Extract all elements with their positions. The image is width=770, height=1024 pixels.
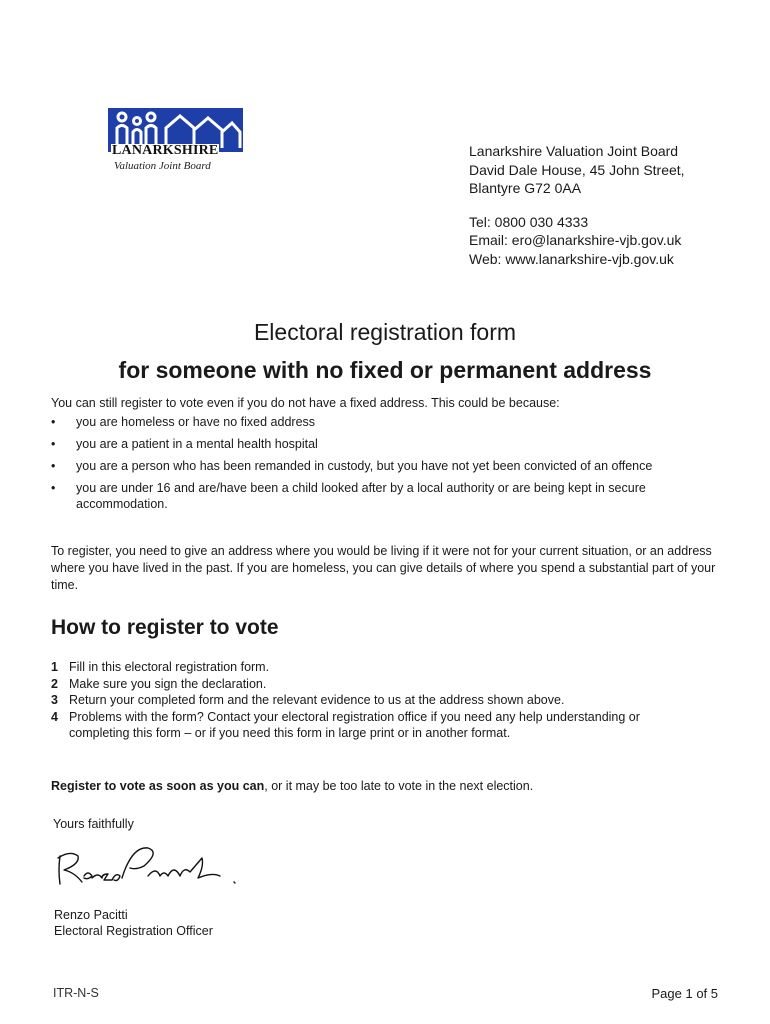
- list-item: • you are a person who has been remanded in custody, but you have not yet been convicted of an offence: [51, 459, 653, 473]
- handwritten-signature: [52, 836, 242, 896]
- organisation-logo: [108, 108, 243, 174]
- list-item: 3 Return your completed form and the relevant evidence to us at the address shown above.: [51, 693, 565, 707]
- list-item: • you are under 16 and are/have been a child looked after by a local authority or are being kept in secure accommodation.: [51, 481, 646, 511]
- page-title: Electoral registration form: [253, 319, 517, 345]
- page-number: Page 1 of 5: [651, 986, 718, 1001]
- bullet-icon: •: [51, 415, 56, 429]
- bullet-icon: •: [51, 459, 56, 473]
- intro-text: You can still register to vote even if you do not have a fixed address. This could be because:: [51, 396, 560, 410]
- section-heading: How to register to vote: [51, 616, 279, 639]
- list-item: 4 Problems with the form? Contact your electoral registration office if you need any help understanding or completing this form – or if you need this form in large print or in another format.: [51, 709, 640, 740]
- list-item: • you are homeless or have no fixed address: [51, 415, 316, 429]
- signatory: [54, 907, 213, 939]
- contact-website: Web: www.lanarkshire-vjb.gov.uk: [469, 250, 674, 267]
- steps-list: [51, 659, 701, 742]
- logo-subtitle: Valuation Joint Board: [114, 160, 211, 172]
- signatory-role: Electoral Registration Officer: [54, 924, 213, 938]
- closing-salutation: Yours faithfully: [53, 817, 134, 831]
- bullet-icon: •: [51, 481, 56, 495]
- address-guidance-paragraph: To register, you need to give an address where you would be living if it were not for your current situation, or an address where you have lived in the past. If you are homeless, you can give details of where you spend a substantial part of your time.: [51, 544, 716, 592]
- call-to-action: Register to vote as soon as you can, or it may be too late to vote in the next election.: [51, 779, 534, 793]
- bullet-icon: •: [51, 437, 56, 451]
- list-item: 2 Make sure you sign the declaration.: [51, 676, 267, 691]
- list-item: 1 Fill in this electoral registration form.: [51, 660, 270, 674]
- logo-name: LANARKSHIRE: [112, 143, 219, 158]
- contact-address-block: [469, 142, 685, 268]
- address-line-2: Blantyre G72 0AA: [469, 180, 582, 196]
- address-org: Lanarkshire Valuation Joint Board: [469, 143, 679, 159]
- page-subtitle: for someone with no fixed or permanent address: [118, 357, 652, 383]
- signatory-name: Renzo Pacitti: [54, 908, 128, 922]
- contact-telephone: Tel: 0800 030 4333: [469, 213, 589, 230]
- eligibility-list: [51, 414, 721, 518]
- list-item: • you are a patient in a mental health hospital: [51, 437, 318, 451]
- form-code: ITR-N-S: [53, 986, 99, 1000]
- contact-email: Email: ero@lanarkshire-vjb.gov.uk: [469, 232, 682, 248]
- address-line-1: David Dale House, 45 John Street,: [469, 161, 685, 178]
